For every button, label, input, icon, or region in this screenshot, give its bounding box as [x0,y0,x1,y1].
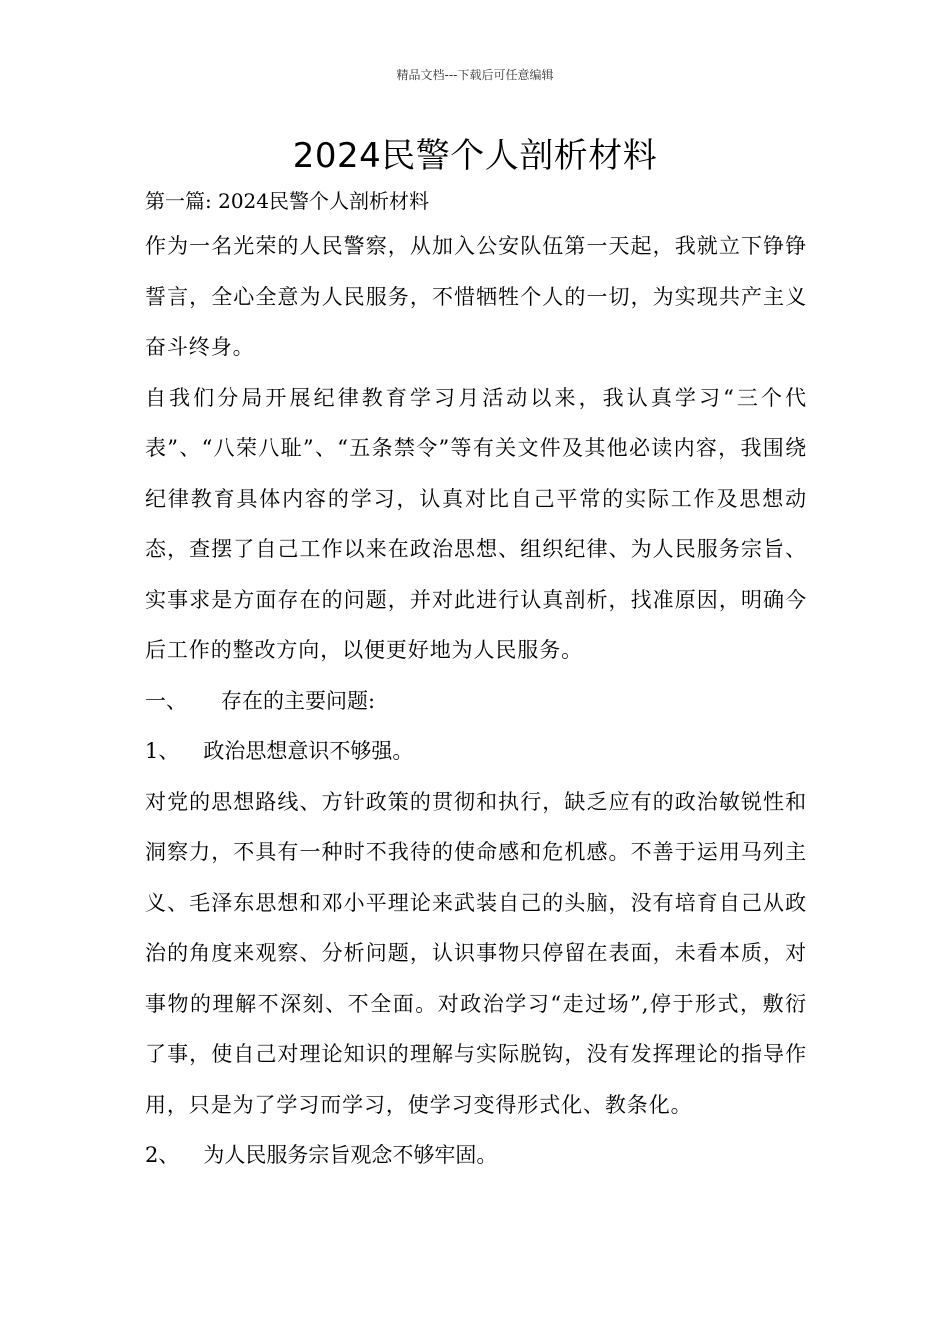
section-heading-problems [145,676,807,727]
heading-text: 政治思想意识不够强。 [203,739,414,763]
heading-number: 1、 [145,739,180,763]
document-body [145,185,807,1181]
paragraph-political-analysis: 对党的思想路线、方针政策的贯彻和执行，缺乏应有的政治敏锐性和洞察力，不具有一种时不我待的使命感和危机感。不善于运用马列主义、毛泽东思想和邓小平理论来武装自己的头脑，没有培育自己从政治的角度来观察、分析问题，认识事物只停留在表面，未看本质，对事物的理解不深刻、不全面。对政治学习“走过场”,停于形式，敷衍了事，使自己对理论知识的理解与实际脱钩，没有发挥理论的指导作用，只是为了学习而学习，使学习变得形式化、教条化。 [145,789,807,1117]
paragraph-background: 自我们分局开展纪律教育学习月活动以来，我认真学习“三个代表”、“八荣八耻”、“五条禁令”等有关文件及其他必读内容，我围绕纪律教育具体内容的学习，认真对比自己平常的实际工作及思想动态，查摆了自己工作以来在政治思想、组织纪律、为人民服务宗旨、实事求是方面存在的问题，并对此进行认真剖析，找准原因，明确今后工作的整改方向，以便更好地为人民服务。 [145,385,807,662]
subheading-political [145,726,807,777]
header-note: 精品文档---下载后可任意编辑 [396,68,554,82]
heading-text: 存在的主要问题: [221,688,376,713]
subheading-service [145,1130,807,1181]
paragraph-intro: 作为一名光荣的人民警察，从加入公安队伍第一天起，我就立下铮铮誓言，全心全意为人民服务，不惜牺牲个人的一切，为实现共产主义奋斗终身。 [145,234,807,359]
heading-text: 为人民服务宗旨观念不够牢固。 [203,1143,498,1167]
heading-number: 一、 [145,688,187,713]
document-title: 2024民警个人剖析材料 [292,136,658,176]
heading-number: 2、 [145,1143,180,1167]
section-subtitle: 第一篇: 2024民警个人剖析材料 [145,189,429,213]
